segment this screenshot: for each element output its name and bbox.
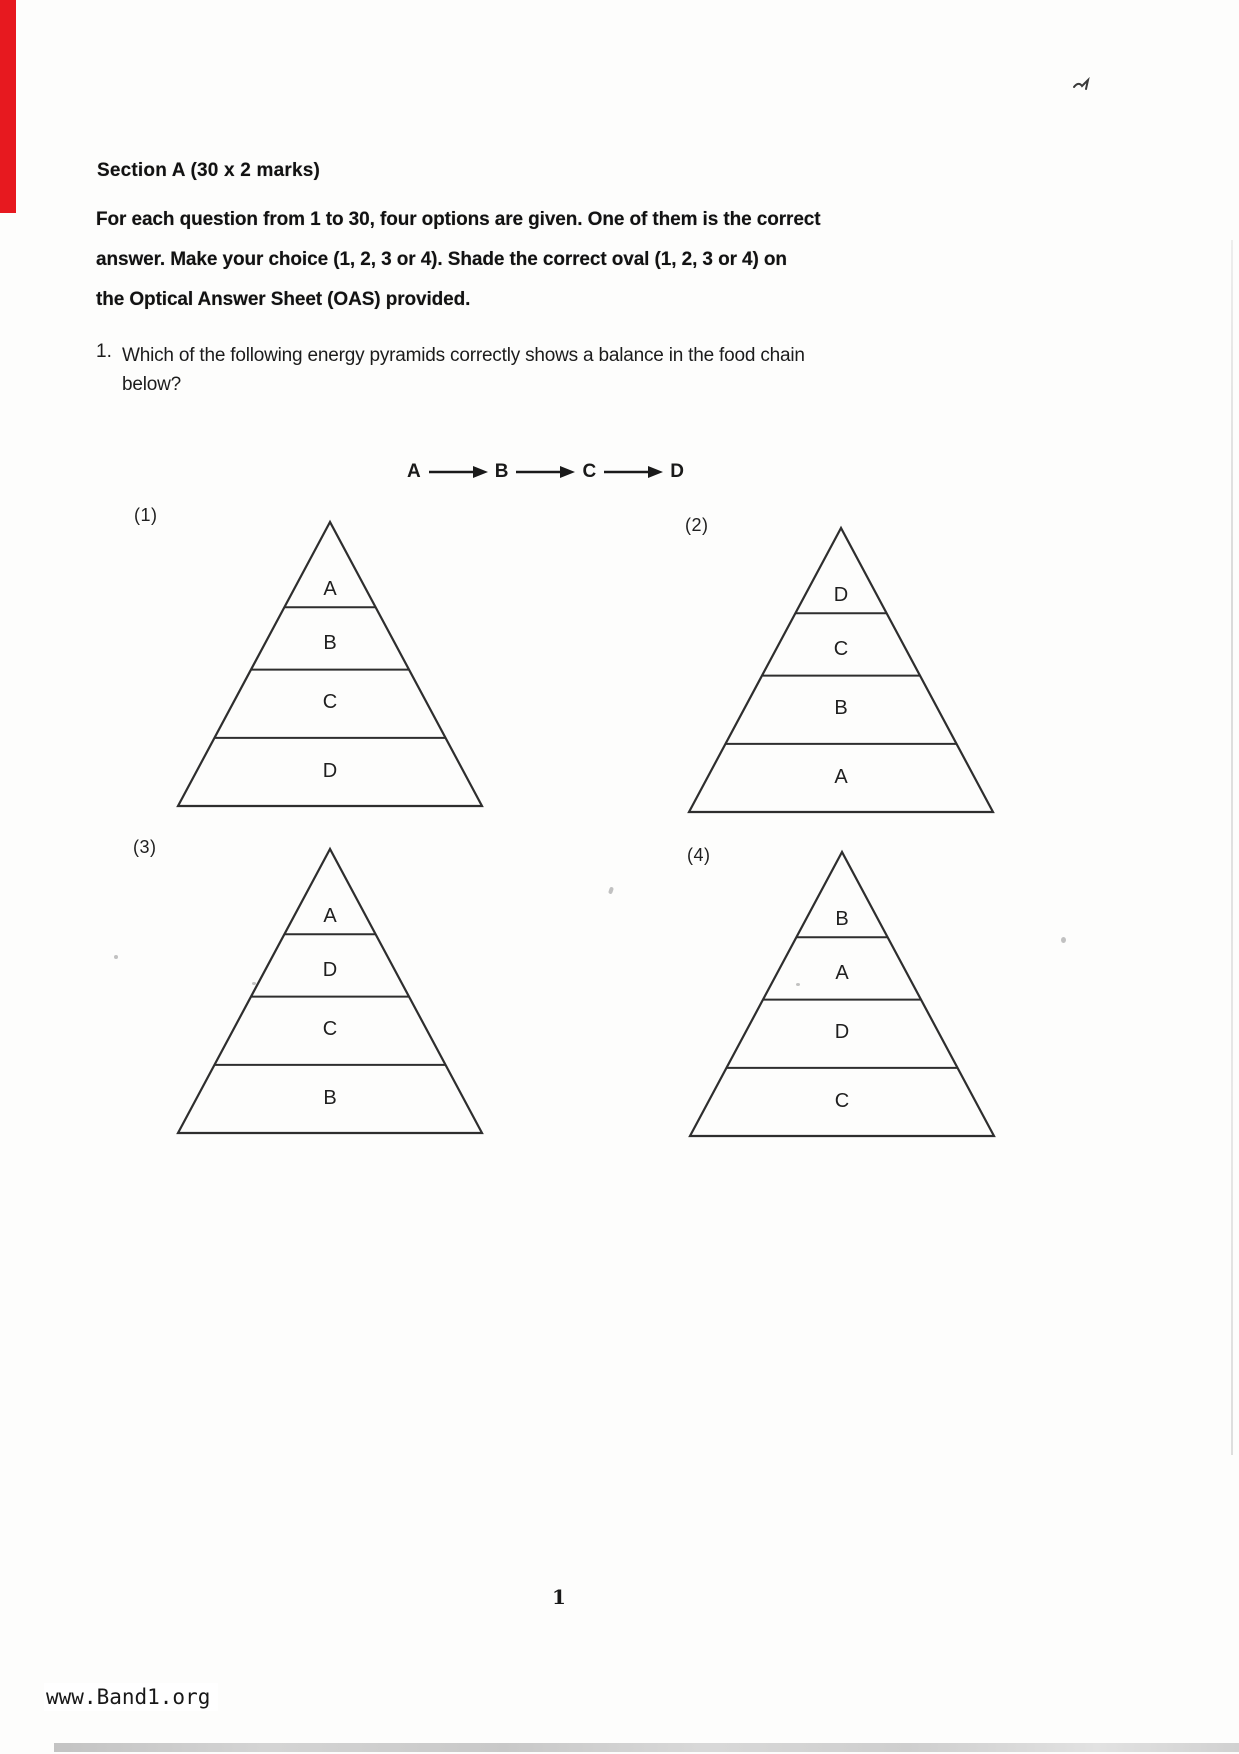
question-text-line: Which of the following energy pyramids correctly shows a balance in the food chain bbox=[122, 345, 805, 366]
right-arrow-icon bbox=[427, 465, 489, 479]
instructions-paragraph bbox=[96, 206, 956, 326]
right-arrow-icon bbox=[602, 465, 664, 479]
right-arrow-icon bbox=[514, 465, 576, 479]
scan-right-edge-line bbox=[1231, 240, 1233, 1455]
pyramid-svg bbox=[681, 520, 1001, 820]
option-label-1: (1) bbox=[134, 505, 158, 525]
instructions-line: the Optical Answer Sheet (OAS) provided. bbox=[96, 289, 471, 310]
pyramid-layer-label: D bbox=[833, 584, 849, 606]
pyramid-layer-label: C bbox=[834, 1090, 850, 1112]
pyramid-layer-label: D bbox=[834, 1021, 850, 1043]
scan-speck bbox=[1061, 937, 1066, 943]
option-label-2: (2) bbox=[685, 515, 709, 535]
food-chain-organism: A bbox=[407, 461, 421, 482]
pyramid-layer-label: A bbox=[835, 962, 849, 984]
pyramid-layer-label: B bbox=[323, 1087, 337, 1109]
scan-speck bbox=[114, 955, 118, 959]
scan-pen-mark bbox=[1072, 76, 1094, 94]
scan-speck bbox=[796, 983, 800, 986]
pyramid-figure-2 bbox=[681, 520, 1001, 820]
pyramid-layer-label: D bbox=[322, 959, 338, 981]
question-number: 1. bbox=[96, 341, 112, 362]
pyramid-figure-3 bbox=[170, 841, 490, 1141]
pyramid-layer-label: B bbox=[323, 632, 337, 654]
pyramid-svg bbox=[170, 841, 490, 1141]
scan-bottom-edge-band bbox=[54, 1743, 1239, 1752]
pyramid-layer-label: A bbox=[323, 905, 337, 927]
scan-speck bbox=[608, 887, 614, 895]
question-text-line: below? bbox=[122, 374, 182, 395]
pyramid-layer-label: B bbox=[834, 697, 848, 719]
food-chain-organism: B bbox=[494, 461, 509, 482]
pyramid-layer-label: A bbox=[323, 578, 337, 600]
pyramid-svg bbox=[682, 844, 1002, 1144]
pyramid-layer-label: D bbox=[322, 760, 338, 782]
food-chain-diagram bbox=[407, 461, 684, 483]
scan-speck bbox=[252, 982, 256, 985]
instructions-line: answer. Make your choice (1, 2, 3 or 4). Shade the correct oval (1, 2, 3 or 4) on bbox=[96, 249, 787, 270]
food-chain-organism: D bbox=[670, 461, 684, 482]
pyramid-figure-1 bbox=[170, 514, 490, 814]
food-chain-organism: C bbox=[582, 461, 597, 482]
pyramid-layer-label: C bbox=[322, 1018, 338, 1040]
instructions-line: For each question from 1 to 30, four options are given. One of them is the correct bbox=[96, 209, 821, 230]
pyramid-svg bbox=[170, 514, 490, 814]
pyramid-layer-label: C bbox=[322, 691, 338, 713]
pyramid-layer-label: C bbox=[833, 638, 849, 660]
pyramid-layer-label: A bbox=[834, 766, 848, 788]
question-text bbox=[122, 341, 932, 399]
option-label-3: (3) bbox=[133, 837, 157, 857]
scan-red-edge-stripe bbox=[0, 0, 16, 213]
page-number: 1 bbox=[552, 1585, 566, 1609]
pyramid-figure-4 bbox=[682, 844, 1002, 1144]
footer-url: www.Band1.org bbox=[44, 1683, 218, 1711]
section-heading: Section A (30 x 2 marks) bbox=[97, 160, 321, 181]
option-label-4: (4) bbox=[687, 845, 711, 865]
pyramid-layer-label: B bbox=[835, 908, 849, 930]
